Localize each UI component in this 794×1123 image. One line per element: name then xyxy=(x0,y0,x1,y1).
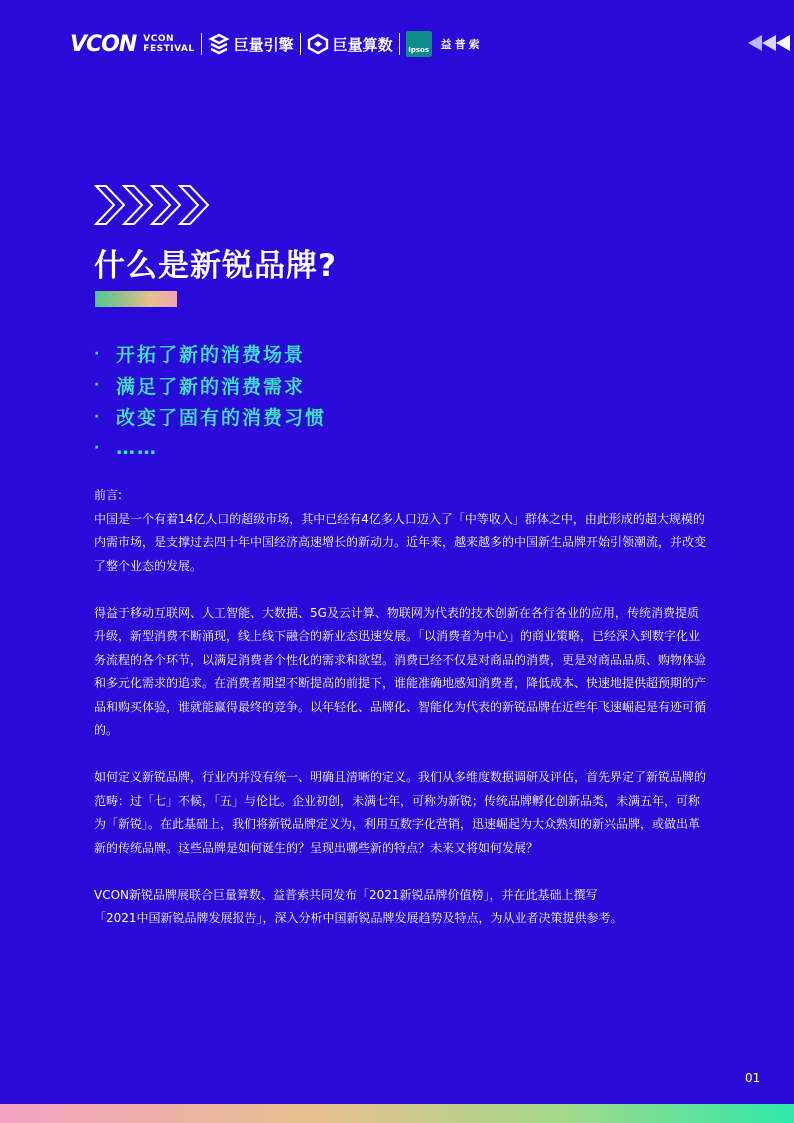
bullet-text: 满足了新的消费需求 xyxy=(116,375,306,398)
paragraph-3: 如何定义新锐品牌，行业内并没有统一、明确且清晰的定义。我们从多维度数据调研及评估，首先界定了新锐品牌的范畴：过「七」不候，「五」与伦比。企业初创，未满七年，可称为新锐；传统品牌孵化创新品类，未满五年，可称为「新锐」。在此基础上，我们将新锐品牌定义为，利用互数字化营销，迅速崛起为大众熟知的新兴品牌，或做出革新的传统品牌。这些品牌是如何诞生的？呈现出哪些新的特点？未来又将如何发展？ xyxy=(94,770,707,855)
highlight-bullets xyxy=(94,338,326,464)
ipsos-logo xyxy=(406,31,432,57)
juliang-yinqing-label: 巨量引擎 xyxy=(233,35,294,54)
bullet-dot: · xyxy=(94,345,102,362)
paragraph-4-line-2: 「2021中国新锐品牌发展报告」，深入分析中国新锐品牌发展趋势及特点，为从业者决策提供参考。 xyxy=(94,911,623,925)
preface-label: 前言: xyxy=(94,488,123,502)
bullet-dot: · xyxy=(94,440,102,457)
logo-divider xyxy=(300,33,301,55)
paragraph-2: 得益于移动互联网、人工智能、大数据、5G及云计算、物联网为代表的技术创新在各行各业的应用，传统消费提质升级，新型消费不断涌现，线上线下融合的新业态迅速发展。「以消费者为中心」的商业策略，已经深入到数字化业务流程的各个环节，以满足消费者个性化的需求和欲望。消费已经不仅是对商品的消费，更是对商品品质、购物体验和多元化需求的追求。在消费者期望不断提高的前提下，谁能准确地感知消费者，降低成本、快速地提供超预期的产品和购买体验，谁就能赢得最终的竞争。以年轻化、品牌化、智能化为代表的新锐品牌在近些年飞速崛起是有迹可循的。 xyxy=(94,605,707,737)
vcon-sub-line-1: VCON xyxy=(143,34,175,44)
bullet-dot: · xyxy=(94,377,102,394)
page-number: 01 xyxy=(745,1071,761,1085)
juliang-yinqing-icon xyxy=(208,33,230,55)
bullet-text: 开拓了新的消费场景 xyxy=(116,344,306,367)
footer-gradient-bar xyxy=(0,1104,794,1123)
page-title: 什么是新锐品牌? xyxy=(94,248,337,284)
body-text xyxy=(94,484,706,931)
vcon-logo xyxy=(70,32,195,57)
ipsos-cn-label: 益普索 xyxy=(440,38,483,51)
paragraph-1: 中国是一个有着14亿人口的超级市场，其中已经有4亿多人口迈入了「中等收入」群体之中，由此形成的超大规模的内需市场，是支撑过去四十年中国经济高速增长的新动力。近年来，越来越多的中国新生品牌开始引领潮流，并改变了整个业态的发展。 xyxy=(94,511,707,573)
juliang-yinqing-logo xyxy=(208,33,294,55)
juliang-suanshu-logo xyxy=(307,33,393,55)
vcon-festival-text xyxy=(143,34,194,54)
bullet-item xyxy=(94,370,326,402)
bullet-item xyxy=(94,401,326,433)
header-logos xyxy=(70,28,483,60)
juliang-suanshu-icon xyxy=(307,33,329,55)
vcon-sub-line-2: FESTIVAL xyxy=(143,44,195,54)
logo-divider xyxy=(201,33,202,55)
bullet-dot: · xyxy=(94,408,102,425)
bullet-text: 改变了固有的消费习惯 xyxy=(116,407,327,430)
bullet-item xyxy=(94,338,326,370)
juliang-suanshu-label: 巨量算数 xyxy=(332,35,393,54)
bullet-text: …… xyxy=(116,437,158,460)
gradient-accent-bar xyxy=(95,291,177,307)
triple-left-arrow-icon xyxy=(746,34,794,52)
nav-arrows-icon xyxy=(746,34,794,52)
ipsos-label: Ipsos xyxy=(408,46,430,54)
chevrons-decoration-icon xyxy=(94,184,212,226)
vcon-mark: VCON xyxy=(70,31,137,57)
paragraph-4-line-1: VCON新锐品牌展联合巨量算数、益普索共同发布「2021新锐品牌价值榜」，并在此基础上撰写 xyxy=(94,887,598,902)
bullet-item xyxy=(94,433,326,465)
logo-divider xyxy=(399,33,400,55)
